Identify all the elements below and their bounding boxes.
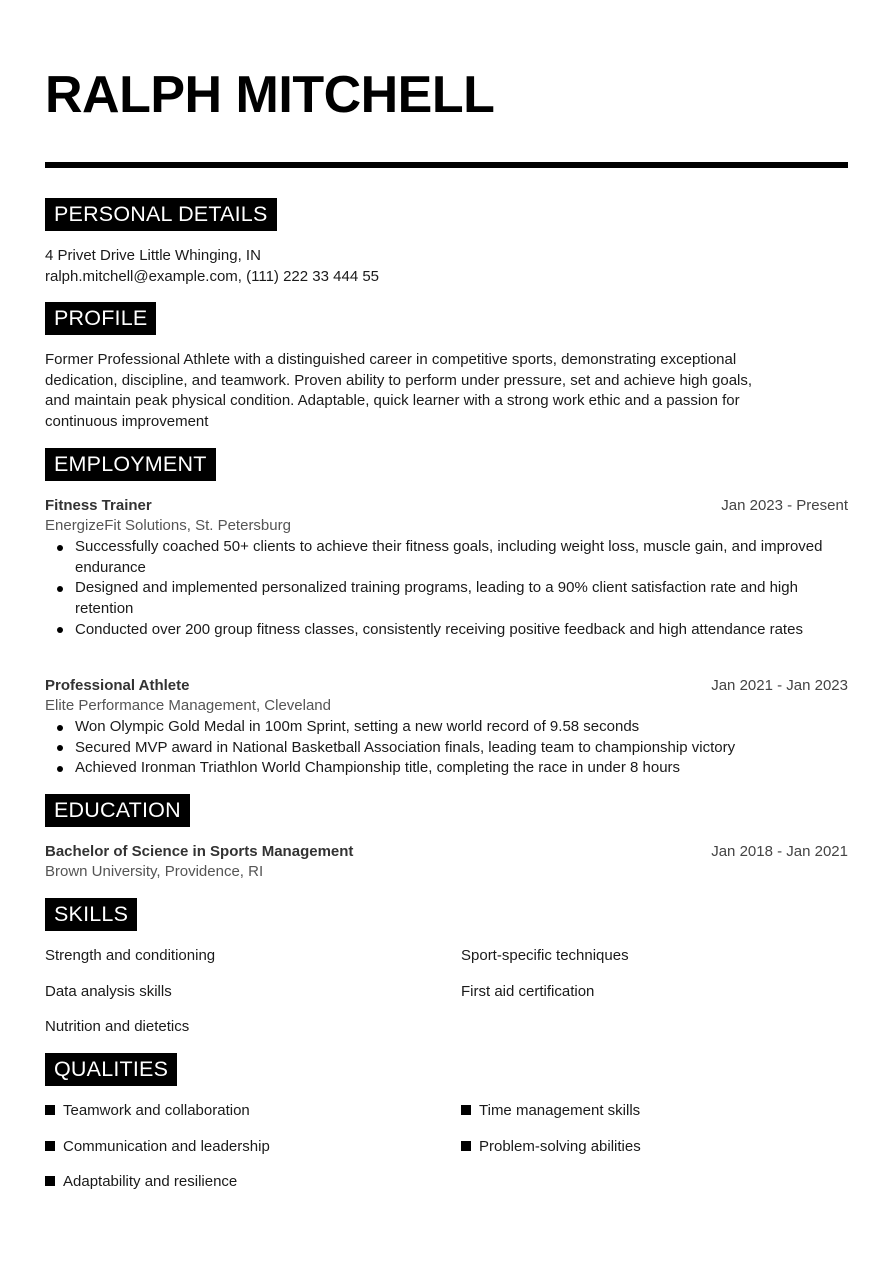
section-title-education: EDUCATION bbox=[45, 794, 190, 827]
profile-line: dedication, discipline, and teamwork. Proven ability to perform under pressure, set and achieve high goals, bbox=[45, 371, 753, 389]
job-date: Jan 2021 - Jan 2023 bbox=[711, 676, 848, 694]
bullet-icon bbox=[57, 627, 63, 633]
header-divider bbox=[45, 162, 848, 168]
list-item: Secured MVP award in National Basketball Association finals, leading team to championship victory bbox=[45, 738, 848, 759]
list-item: Achieved Ironman Triathlon World Championship title, completing the race in under 8 hours bbox=[45, 758, 848, 779]
bullet-icon bbox=[57, 766, 63, 772]
square-bullet-icon bbox=[45, 1105, 55, 1115]
square-bullet-icon bbox=[45, 1176, 55, 1186]
section-title-qualities: QUALITIES bbox=[45, 1053, 177, 1086]
job-company: EnergizeFit Solutions, St. Petersburg bbox=[45, 517, 291, 535]
quality-item: Teamwork and collaboration bbox=[45, 1101, 250, 1122]
skill-item: Sport-specific techniques bbox=[461, 947, 629, 964]
job-title: Fitness Trainer bbox=[45, 496, 152, 514]
section-title-skills: SKILLS bbox=[45, 898, 137, 931]
list-item: Won Olympic Gold Medal in 100m Sprint, setting a new world record of 9.58 seconds bbox=[45, 717, 848, 738]
quality-item: Communication and leadership bbox=[45, 1137, 270, 1158]
square-bullet-icon bbox=[45, 1141, 55, 1151]
list-item: Successfully coached 50+ clients to achieve their fitness goals, including weight loss, muscle gain, and improved endurance bbox=[45, 537, 848, 578]
section-title-employment: EMPLOYMENT bbox=[45, 448, 216, 481]
job-date: Jan 2023 - Present bbox=[721, 496, 848, 514]
list-item: Conducted over 200 group fitness classes, consistently receiving positive feedback and high attendance rates bbox=[45, 620, 848, 641]
school-name: Brown University, Providence, RI bbox=[45, 863, 264, 881]
profile-summary bbox=[45, 350, 848, 433]
section-title-profile: PROFILE bbox=[45, 302, 156, 335]
address: 4 Privet Drive Little Whinging, IN bbox=[45, 247, 261, 264]
candidate-name: RALPH MITCHELL bbox=[45, 66, 495, 124]
job-title: Professional Athlete bbox=[45, 676, 190, 694]
bullet-icon bbox=[57, 745, 63, 751]
bullet-icon bbox=[57, 545, 63, 551]
bullet-icon bbox=[57, 725, 63, 731]
profile-line: Former Professional Athlete with a distinguished career in competitive sports, demonstrating exceptional bbox=[45, 351, 737, 368]
skill-item: Nutrition and dietetics bbox=[45, 1018, 190, 1035]
contact-info: ralph.mitchell@example.com, (111) 222 33 444 55 bbox=[45, 267, 380, 285]
skill-item: Data analysis skills bbox=[45, 982, 172, 1000]
degree-title: Bachelor of Science in Sports Management bbox=[45, 842, 354, 860]
quality-item: Problem-solving abilities bbox=[461, 1137, 641, 1158]
bullet-icon bbox=[57, 586, 63, 592]
quality-item: Adaptability and resilience bbox=[45, 1172, 237, 1193]
section-title-personal-details: PERSONAL DETAILS bbox=[45, 198, 277, 231]
job-company: Elite Performance Management, Cleveland bbox=[45, 697, 331, 715]
square-bullet-icon bbox=[461, 1141, 471, 1151]
skill-item: First aid certification bbox=[461, 982, 595, 1000]
profile-line: and maintain peak physical condition. Adaptable, quick learner with a strong work ethic and a passion for bbox=[45, 392, 740, 410]
job-bullet-list bbox=[45, 717, 848, 779]
job-bullet-list bbox=[45, 537, 848, 641]
education-date: Jan 2018 - Jan 2021 bbox=[711, 842, 848, 860]
profile-line: continuous improvement bbox=[45, 413, 209, 431]
skill-item: Strength and conditioning bbox=[45, 947, 216, 964]
quality-item: Time management skills bbox=[461, 1101, 640, 1122]
square-bullet-icon bbox=[461, 1105, 471, 1115]
list-item: Designed and implemented personalized training programs, leading to a 90% client satisfaction rate and high retention bbox=[45, 578, 848, 619]
